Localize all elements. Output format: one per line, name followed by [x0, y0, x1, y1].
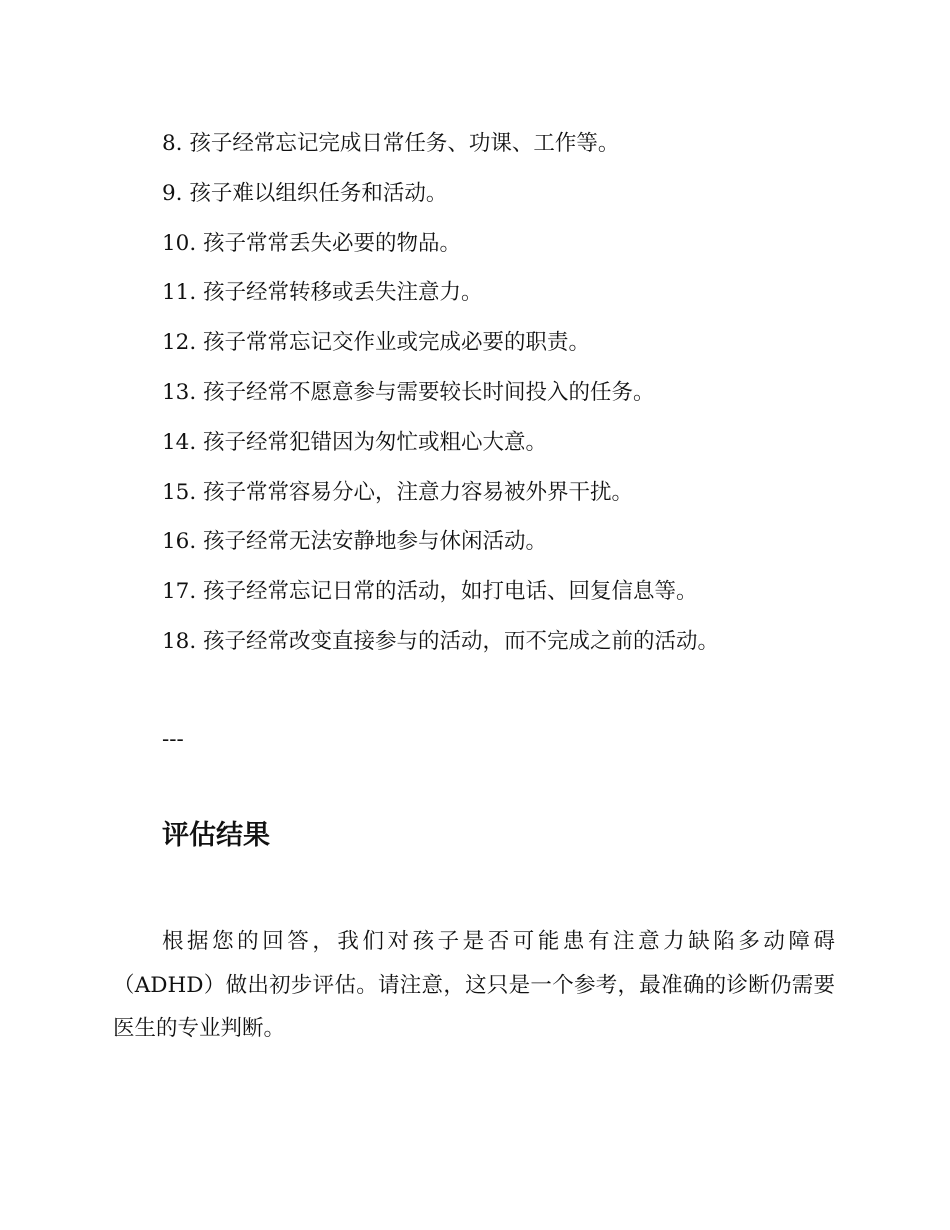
question-item: 10. 孩子常常丢失必要的物品。	[162, 230, 462, 256]
question-item: 13. 孩子经常不愿意参与需要较长时间投入的任务。	[162, 379, 655, 405]
section-divider: ---	[162, 727, 184, 752]
question-item: 8. 孩子经常忘记完成日常任务、功课、工作等。	[162, 131, 620, 156]
question-item: 9. 孩子难以组织任务和活动。	[162, 180, 448, 206]
question-item: 15. 孩子常常容易分心，注意力容易被外界干扰。	[162, 479, 634, 505]
question-item: 18. 孩子经常改变直接参与的活动，而不完成之前的活动。	[162, 628, 720, 654]
result-paragraph: 根据您的回答，我们对孩子是否可能患有注意力缺陷多动障碍（ADHD）做出初步评估。请注意，这只是一个参考，最准确的诊断仍需要医生的专业判断。	[113, 929, 835, 1041]
question-list	[162, 126, 882, 674]
question-item: 12. 孩子常常忘记交作业或完成必要的职责。	[162, 330, 591, 356]
question-item: 11. 孩子经常转移或丢失注意力。	[162, 280, 483, 306]
section-heading: 评估结果	[162, 820, 270, 851]
question-item: 16. 孩子经常无法安静地参与休闲活动。	[162, 529, 548, 555]
question-item: 14. 孩子经常犯错因为匆忙或粗心大意。	[162, 429, 548, 455]
question-item: 17. 孩子经常忘记日常的活动，如打电话、回复信息等。	[162, 579, 698, 605]
